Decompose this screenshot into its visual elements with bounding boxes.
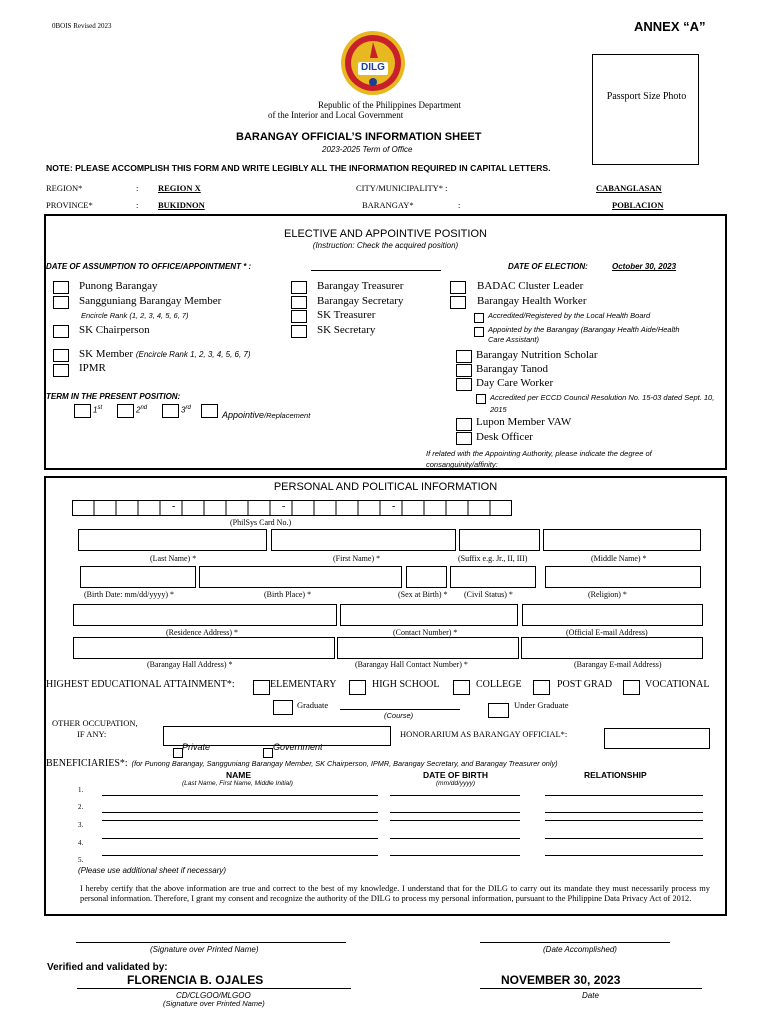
hall-contact-label: (Barangay Hall Contact Number) *: [355, 660, 468, 669]
beneficiary-1-dob[interactable]: [390, 795, 520, 796]
religion-field[interactable]: [545, 566, 701, 588]
position-heading: ELECTIVE AND APPOINTIVE POSITION: [284, 228, 487, 240]
term-2nd-sup: nd: [140, 405, 148, 411]
nutrition-checkbox[interactable]: [456, 350, 472, 363]
beneficiary-2-dob[interactable]: [390, 812, 520, 813]
email-field[interactable]: [522, 604, 703, 626]
residence-label: (Residence Address) *: [166, 628, 238, 637]
beneficiaries-label: [46, 753, 558, 771]
beneficiary-1-rel[interactable]: [545, 795, 703, 796]
republic-line-2: of the Interior and Local Government: [268, 110, 404, 120]
sk-treasurer-checkbox[interactable]: [291, 310, 307, 323]
graduate-label: Graduate: [297, 700, 329, 710]
first-name-label: (First Name) *: [333, 554, 381, 563]
signature-label: (Signature over Printed Name): [150, 945, 259, 954]
badac-checkbox[interactable]: [450, 281, 466, 294]
brgy-email-field[interactable]: [521, 637, 703, 659]
related-note: If related with the Appointing Authority, please indicate the degree of consanguinity/affinity:: [426, 449, 652, 469]
personal-heading: PERSONAL AND POLITICAL INFORMATION: [273, 481, 498, 493]
contact-field[interactable]: [340, 604, 518, 626]
dilg-logo-text: DILG: [361, 62, 385, 73]
religion-label: (Religion) *: [588, 590, 627, 599]
eccd-label: Accredited per ECCD Council Resolution No. 15-03 dated Sept. 10, 2015: [490, 393, 715, 414]
assumption-field[interactable]: [311, 260, 441, 271]
term-3rd-sup: rd: [185, 405, 191, 411]
lupon-checkbox[interactable]: [456, 418, 472, 431]
term-1st-checkbox[interactable]: [74, 404, 91, 418]
verifier-name: FLORENCIA B. OJALES: [127, 973, 264, 987]
birth-date-field[interactable]: [80, 566, 196, 588]
honorarium-field[interactable]: [604, 728, 710, 749]
beneficiary-row-4-num: 4.: [78, 839, 84, 847]
beneficiary-5-rel[interactable]: [545, 855, 703, 856]
suffix-label: (Suffix e.g. Jr., II, III): [458, 554, 528, 563]
philsys-label: (PhilSys Card No.): [230, 518, 292, 527]
beneficiaries-text: BENEFICIARIES*:: [46, 758, 128, 769]
city-value[interactable]: CABANGLASAN: [596, 183, 662, 193]
verifier-title: CD/CLGOO/MLGOO: [176, 991, 251, 1000]
tanod-checkbox[interactable]: [456, 364, 472, 377]
barangay-value[interactable]: POBLACION: [612, 200, 664, 210]
col-rel-header: RELATIONSHIP: [584, 770, 647, 780]
beneficiaries-note: (for Punong Barangay, Sangguniang Barangay Member, SK Chairperson, IPMR, Barangay Secretary, and Barangay Treasurer only): [131, 759, 558, 768]
sk-chair-checkbox[interactable]: [53, 325, 69, 338]
hall-address-label: (Barangay Hall Address) *: [147, 660, 233, 669]
daycare-label: Day Care Worker: [476, 377, 554, 389]
sangguniang-encircle: Encircle Rank (1, 2, 3, 4, 5, 6, 7): [81, 311, 189, 320]
sk-member-checkbox[interactable]: [53, 349, 69, 362]
undergrad-checkbox[interactable]: [488, 703, 509, 718]
philsys-dash-1: -: [172, 501, 176, 512]
highschool-checkbox[interactable]: [349, 680, 366, 695]
undergrad-label: Under Graduate: [514, 700, 569, 710]
hall-contact-field[interactable]: [337, 637, 519, 659]
lupon-label: Lupon Member VAW: [476, 416, 572, 428]
col-name-sub: (Last Name, First Name, Middle Initial): [182, 780, 293, 787]
election-value[interactable]: October 30, 2023: [612, 262, 677, 271]
punong-label: Punong Barangay: [79, 280, 158, 292]
term-1st-num: 1: [93, 405, 98, 415]
verified-date-value: NOVEMBER 30, 2023: [501, 973, 621, 987]
term-of-office: 2023-2025 Term of Office: [322, 145, 413, 154]
term-2nd-checkbox[interactable]: [117, 404, 134, 418]
city-label: CITY/MUNICIPALITY* :: [356, 183, 448, 193]
birth-date-label: (Birth Date: mm/dd/yyyy) *: [84, 590, 174, 599]
vocational-label: VOCATIONAL: [645, 679, 710, 690]
beneficiary-row-2-num: 2.: [78, 803, 84, 811]
suffix-field[interactable]: [459, 529, 540, 551]
verified-label: Verified and validated by:: [47, 962, 168, 973]
region-colon: :: [136, 183, 139, 193]
middle-name-field[interactable]: [543, 529, 701, 551]
beneficiary-row-3-num: 3.: [78, 821, 84, 829]
term-appointive-label: [222, 405, 310, 423]
accredited-label: Accredited/Registered by the Local Health Board: [488, 311, 651, 320]
college-label: COLLEGE: [476, 679, 522, 690]
sk-member-encircle: (Encircle Rank 1, 2, 3, 4, 5, 6, 7): [135, 350, 251, 359]
date-accomplished-label: (Date Accomplished): [543, 945, 617, 954]
if-any-label: IF ANY:: [77, 729, 107, 739]
certification-text: I hereby certify that the above information are true and correct to the best of my knowledge. I understand that for the DILG to carry out its mandate they must necessarily process my personal information. Therefore, I grant my consent and recognize the authority of the DILG to process my personal information, pursuant to the Philippine Data Privacy Act of 2012.: [80, 884, 710, 904]
form-note: NOTE: PLEASE ACCOMPLISH THIS FORM AND WRITE LEGIBLY ALL THE INFORMATION REQUIRED IN CAPITAL LETTERS.: [46, 163, 551, 173]
beneficiary-3-rel[interactable]: [545, 820, 703, 821]
province-colon: :: [136, 200, 139, 210]
col-name-header: NAME: [226, 770, 252, 780]
postgrad-checkbox[interactable]: [533, 680, 550, 695]
sk-chair-label: SK Chairperson: [79, 324, 150, 336]
elementary-checkbox[interactable]: [253, 680, 270, 695]
beneficiary-4-dob[interactable]: [390, 838, 520, 839]
additional-sheet-note: (Please use additional sheet if necessary): [78, 866, 227, 875]
badac-label: BADAC Cluster Leader: [477, 280, 584, 292]
secretary-label: Barangay Secretary: [317, 295, 404, 307]
verifier-line: [77, 988, 351, 989]
treasurer-label: Barangay Treasurer: [317, 280, 404, 292]
first-name-field[interactable]: [271, 529, 456, 551]
form-code: 0BOIS Revised 2023: [52, 22, 112, 30]
province-label: PROVINCE*: [46, 200, 93, 210]
course-label: (Course): [384, 711, 414, 720]
sex-label: (Sex at Birth) *: [398, 590, 448, 599]
term-3rd-label: [181, 405, 191, 415]
sk-treasurer-label: SK Treasurer: [317, 309, 376, 321]
term-3rd-checkbox[interactable]: [162, 404, 179, 418]
desk-checkbox[interactable]: [456, 432, 472, 445]
term-3rd-num: 3: [181, 405, 186, 415]
republic-line-1: Republic of the Philippines Department: [318, 100, 461, 110]
appointed-label: Appointed by the Barangay (Barangay Health Aide/Health Care Assistant): [488, 325, 680, 344]
date-accomplished-line[interactable]: [480, 942, 670, 943]
bhw-checkbox[interactable]: [450, 296, 466, 309]
sk-secretary-label: SK Secretary: [317, 324, 376, 336]
passport-photo-box[interactable]: [592, 54, 699, 165]
other-occupation-label: OTHER OCCUPATION,: [52, 718, 138, 728]
verified-date-line: [480, 988, 702, 989]
graduate-checkbox[interactable]: [273, 700, 293, 715]
ipmr-checkbox[interactable]: [53, 364, 69, 377]
beneficiary-4-rel[interactable]: [545, 838, 703, 839]
position-instruction: (Instruction: Check the acquired position): [312, 241, 459, 250]
government-label: Government: [273, 742, 323, 752]
desk-label: Desk Officer: [476, 431, 533, 443]
highschool-label: HIGH SCHOOL: [372, 679, 440, 690]
email-label: (Official E-mail Address): [566, 628, 648, 637]
form-title: BARANGAY OFFICIAL’S INFORMATION SHEET: [236, 131, 482, 143]
signature-line[interactable]: [76, 942, 346, 943]
last-name-field[interactable]: [78, 529, 267, 551]
philsys-field[interactable]: [72, 500, 512, 521]
birth-place-field[interactable]: [199, 566, 402, 588]
honorarium-label: HONORARIUM AS BARANGAY OFFICIAL*:: [400, 729, 568, 739]
beneficiary-row-5-num: 5.: [78, 856, 84, 864]
elementary-label: ELEMENTARY: [270, 679, 337, 690]
eccd-checkbox[interactable]: [476, 394, 486, 404]
beneficiary-1-name[interactable]: [102, 795, 378, 796]
assumption-label: DATE OF ASSUMPTION TO OFFICE/APPOINTMENT * :: [46, 262, 252, 271]
brgy-email-label: (Barangay E-mail Address): [574, 660, 662, 669]
region-label: REGION*: [46, 183, 83, 193]
election-label: DATE OF ELECTION:: [508, 262, 588, 271]
beneficiary-2-rel[interactable]: [545, 812, 703, 813]
term-heading: TERM IN THE PRESENT POSITION:: [46, 392, 181, 401]
term-replacement-text: /Replacement: [264, 411, 311, 420]
secretary-checkbox[interactable]: [291, 296, 307, 309]
hall-address-field[interactable]: [73, 637, 335, 659]
appointed-checkbox[interactable]: [474, 327, 484, 337]
beneficiary-2-name[interactable]: [102, 812, 378, 813]
term-2nd-num: 2: [136, 405, 141, 415]
annex-label: ANNEX “A”: [634, 19, 706, 34]
sex-field[interactable]: [406, 566, 447, 588]
beneficiary-5-dob[interactable]: [390, 855, 520, 856]
birth-place-label: (Birth Place) *: [264, 590, 312, 599]
middle-name-label: (Middle Name) *: [591, 554, 647, 563]
sk-member-text: SK Member: [79, 348, 134, 360]
last-name-label: (Last Name) *: [150, 554, 197, 563]
verified-date-label: Date: [582, 991, 599, 1000]
term-appointive-checkbox[interactable]: [201, 404, 218, 418]
beneficiary-3-name[interactable]: [102, 820, 378, 821]
sangguniang-label: Sangguniang Barangay Member: [79, 295, 222, 307]
sangguniang-checkbox[interactable]: [53, 296, 69, 309]
philsys-dash-2: -: [282, 501, 286, 512]
tanod-label: Barangay Tanod: [476, 363, 549, 375]
civil-status-field[interactable]: [450, 566, 536, 588]
province-value[interactable]: BUKIDNON: [158, 200, 205, 210]
beneficiary-row-1-num: 1.: [78, 786, 84, 794]
term-1st-label: [93, 405, 102, 415]
residence-field[interactable]: [73, 604, 337, 626]
barangay-colon: :: [458, 200, 461, 210]
civil-status-label: (Civil Status) *: [464, 590, 513, 599]
beneficiary-3-dob[interactable]: [390, 820, 520, 821]
verifier-signature-label: (Signature over Printed Name): [163, 999, 265, 1008]
region-value[interactable]: REGION X: [158, 183, 201, 193]
term-2nd-label: [136, 405, 147, 415]
philsys-dash-3: -: [392, 501, 396, 512]
vocational-checkbox[interactable]: [623, 680, 640, 695]
col-dob-sub: (mm/dd/yyyy): [436, 780, 475, 787]
barangay-label: BARANGAY*: [362, 200, 414, 210]
sk-secretary-checkbox[interactable]: [291, 325, 307, 338]
treasurer-checkbox[interactable]: [291, 281, 307, 294]
daycare-checkbox[interactable]: [456, 378, 472, 391]
term-1st-sup: st: [97, 405, 103, 411]
education-label: HIGHEST EDUCATIONAL ATTAINMENT*:: [46, 679, 235, 690]
punong-checkbox[interactable]: [53, 281, 69, 294]
beneficiary-5-name[interactable]: [102, 855, 378, 856]
course-field[interactable]: [340, 700, 460, 710]
college-checkbox[interactable]: [453, 680, 470, 695]
accredited-checkbox[interactable]: [474, 313, 484, 323]
ipmr-label: IPMR: [79, 362, 106, 374]
postgrad-label: POST GRAD: [557, 679, 613, 690]
contact-label: (Contact Number) *: [393, 628, 458, 637]
beneficiary-4-name[interactable]: [102, 838, 378, 839]
nutrition-label: Barangay Nutrition Scholar: [476, 349, 598, 361]
private-label: Private: [182, 742, 211, 752]
term-appointive-text: Appointive: [222, 410, 265, 420]
sk-member-label: [79, 348, 251, 360]
dilg-logo: [340, 30, 406, 96]
col-dob-header: DATE OF BIRTH: [423, 770, 489, 780]
photo-label: Passport Size Photo: [606, 91, 687, 102]
bhw-label: Barangay Health Worker: [477, 295, 587, 307]
